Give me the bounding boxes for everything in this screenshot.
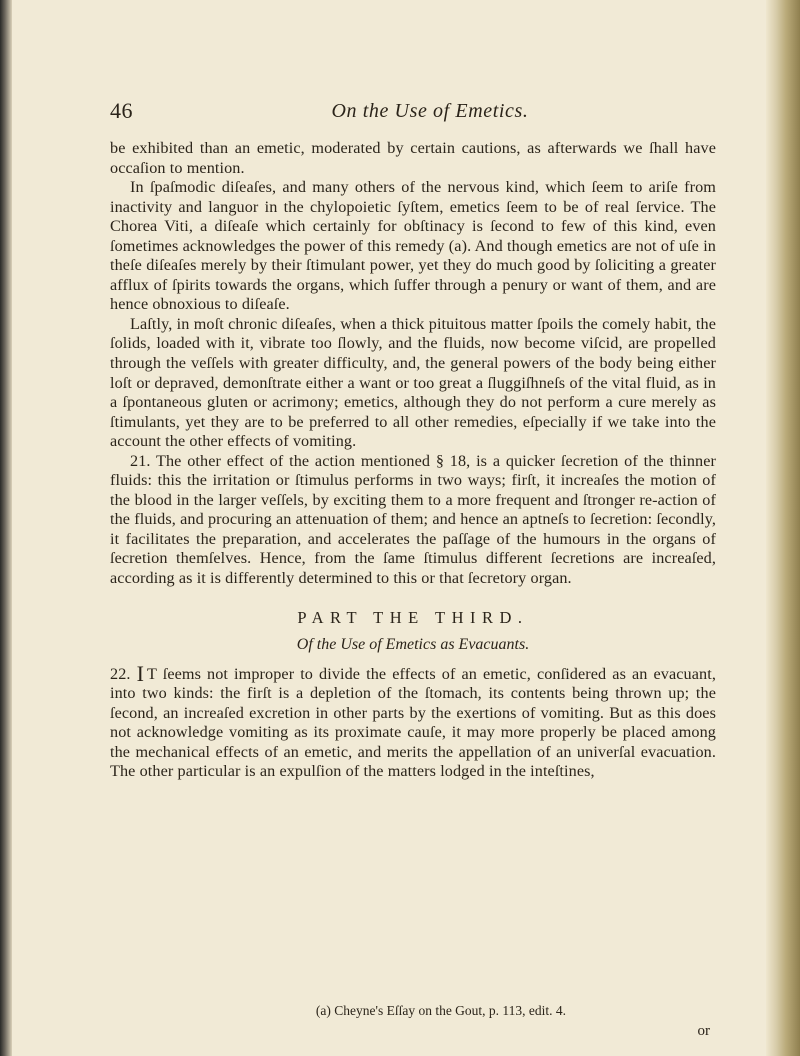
paragraph-section-21: 21. The other effect of the action mentioned § 18, is a quicker ſecretion of the thinner fluids: this the irritation or ſtimulus performs in two ways; firſt, it increaſes the motion of the blood in the larger veſſels, by exciting them to a more frequent and ſtronger re-action of the fluids, and procuring an attenuation of them; and hence an aptneſs to ſecretion: ſecondly, it facilitates the preparation, and accelerates the paſſage of the humours in the organs of ſecretion themſelves. Hence, from the ſame ſtimulus different ſecretions are increaſed, according as it is differently determined to this or that ſecretory organ. xyxy=(110,451,716,588)
part-heading: PART THE THIRD. xyxy=(297,607,529,627)
running-head xyxy=(110,98,710,130)
paragraph-section-22 xyxy=(110,660,716,782)
drop-cap: I xyxy=(136,660,145,686)
page-number: 46 xyxy=(110,98,133,123)
paragraph-spasmodic-diseases: In ſpaſmodic diſeaſes, and many others of the nervous kind, which ſeem to ariſe from inactivity and languor in the chylopoietic ſyſtem, emetics ſeem to be of real ſervice. The Chorea Viti, a diſeaſe which certainly for obſtinacy is ſecond to few of this kind, even ſometimes acknowledges the power of this remedy (a). And though emetics are not of uſe in theſe diſeaſes merely by their ſtimulant power, yet they do much good by ſoliciting a greater afflux of ſpirits towards the organs, which ſuffer through a penury or want of them, and are hence obnoxious to diſeaſe. xyxy=(110,178,716,314)
part-subtitle: Of the Use of Emetics as Evacuants. xyxy=(296,635,530,653)
section-22-rest: an evacuant, into two kinds: the firſt is a depletion of the ſtomach, its contents being thrown up; the ſecond, an increaſed excretion in other parts by the exertions of vomiting. But as this does not acknowledge vomiting as its proximate cauſe, it may more properly be placed among the mechanical effects of an emetic, and merits the appellation of an univerſal evacuation. The other particular is an expulſion of the matters lodged in the inteſtines, xyxy=(110,664,716,781)
footnote: (a) Cheyne's Eſſay on the Gout, p. 113, edit. 4. xyxy=(315,1003,567,1018)
page-edge-shadow-right xyxy=(766,0,800,1056)
section-22-first-line: T ſeems not improper to divide the effects of an emetic, conſidered as xyxy=(147,664,626,683)
catchword: or xyxy=(697,1023,710,1039)
section-number: 22. xyxy=(110,664,131,683)
paragraph-continuation: be exhibited than an emetic, moderated by certain cautions, as afterwards we ſhall have occaſion to mention. xyxy=(110,139,716,177)
body-text xyxy=(110,139,716,782)
running-title: On the Use of Emetics. xyxy=(331,100,529,122)
paragraph-chronic-diseases: Laſtly, in moſt chronic diſeaſes, when a thick pituitous matter ſpoils the comely habit, the ſolids, loaded with it, vibrate too ſlowly, and the fluids, now become viſcid, are propelled through the veſſels with greater difficulty, and, the general powers of the body being either loſt or depraved, demonſtrate either a want or too great a ſluggiſhneſs of the vital fluid, as in a ſpontaneous gluten or acrimony; emetics, although they do not perform a cure merely as ſtimulants, yet they are to be preferred to all other remedies, eſpecially if we take into the account the other effects of vomiting. xyxy=(110,314,716,451)
page-edge-shadow-left xyxy=(0,0,12,1056)
